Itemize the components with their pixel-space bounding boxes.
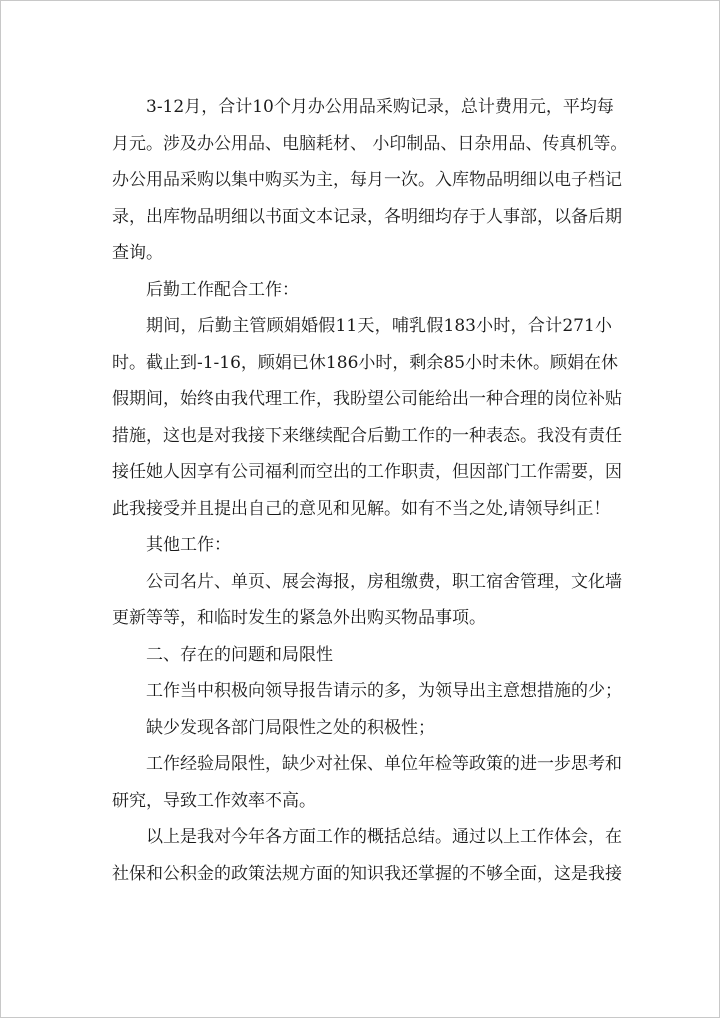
text-line: 查询。: [112, 243, 163, 263]
document-body: [112, 89, 628, 892]
text-line: 此我接受并且提出自己的意见和见解。如有不当之处,请领导纠正！: [112, 498, 611, 519]
text-line: 社保和公积金的政策法规方面的知识我还掌握的不够全面，这是我接: [112, 863, 622, 884]
text-line: 3-12月，合计10个月办公用品采购记录，总计费用元，平均每: [146, 97, 614, 117]
text-line: 措施，这也是对我接下来继续配合后勤工作的一种表态。我没有责任: [112, 425, 622, 446]
text-line: 期间，后勤主管顾娟婚假11天，哺乳假183小时，合计271小: [146, 316, 612, 336]
text-line: 假期间，始终由我代理工作，我盼望公司能给出一种合理的岗位补贴: [112, 389, 622, 409]
text-line: 录，出库物品明细以书面文本记录，各明细均存于人事部，以备后期: [112, 206, 622, 227]
text-line: 接任她人因享有公司福利而空出的工作职责，但因部门工作需要，因: [112, 462, 622, 482]
text-line: 更新等等，和临时发生的紧急外出购买物品事项。: [112, 608, 486, 628]
text-line: 缺少发现各部门局限性之处的积极性；: [146, 717, 435, 738]
text-line: 工作经验局限性，缺少对社保、单位年检等政策的进一步思考和: [146, 754, 622, 774]
text-line: 以上是我对今年各方面工作的概括总结。通过以上工作体会，在: [146, 827, 622, 847]
text-line: 研究，导致工作效率不高。: [112, 790, 316, 811]
text-line: 办公用品采购以集中购买为主，每月一次。入库物品明细以电子档记: [112, 170, 622, 190]
text-line: 后勤工作配合工作：: [146, 279, 299, 300]
text-line: 其他工作：: [146, 535, 231, 555]
text-line: 二、存在的问题和局限性: [146, 644, 333, 665]
text-line: 时。截止到-1-16，顾娟已休186小时，剩余85小时未休。顾娟在休: [112, 352, 619, 373]
text-line: 工作当中积极向领导报告请示的多，为领导出主意想措施的少；: [146, 681, 622, 701]
text-line: 月元。涉及办公用品、电脑耗材、 小印制品、日杂用品、传真机等。: [112, 133, 628, 154]
text-line: 公司名片、单页、展会海报，房租缴费，职工宿舍管理，文化墙: [146, 571, 622, 592]
